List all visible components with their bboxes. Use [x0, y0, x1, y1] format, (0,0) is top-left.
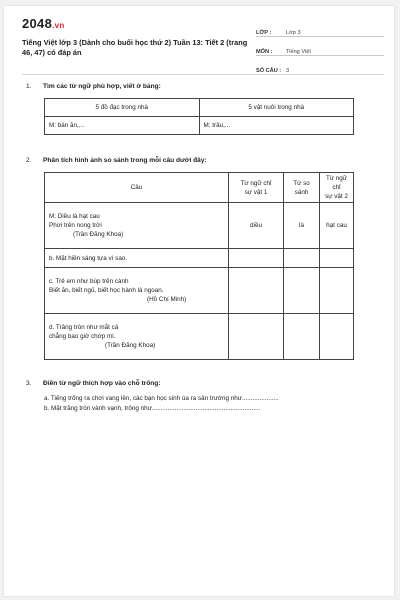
meta-label: LỚP :	[256, 30, 272, 36]
sentence-line: chẳng bao giờ chớp mi.	[49, 333, 116, 340]
meta-row-subject	[256, 39, 384, 56]
answer-cell-vat2[interactable]	[320, 314, 354, 360]
section-number: 3.	[26, 380, 32, 387]
meta-row-count	[256, 58, 384, 75]
section1-table	[44, 98, 354, 135]
table-row	[45, 314, 354, 360]
section2-heading	[26, 157, 207, 164]
answer-cell-vat2[interactable]: hạt cau	[320, 203, 354, 249]
answer-cell-sosanh[interactable]	[284, 249, 320, 268]
col-header-line: sự vật 1	[244, 188, 268, 196]
answer-cell-vat2[interactable]	[320, 268, 354, 314]
section-number: 1.	[26, 83, 32, 90]
col-header-line: Từ so	[293, 179, 310, 187]
document-title: Tiếng Việt lớp 3 (Dành cho buổi học thứ 2) Tuần 13: Tiết 2 (trang 46, 47) có đáp án	[22, 38, 248, 57]
col-header-line: sự vật 2	[325, 193, 348, 200]
section1-heading	[26, 83, 161, 90]
section-heading-text: Điền từ ngữ thích hợp vào chỗ trống:	[43, 380, 161, 387]
sentence-line: M: Diều là hạt cau	[49, 213, 100, 220]
logo-suffix: .vn	[52, 21, 65, 30]
table-header: 5 đồ đạc trong nhà	[45, 99, 200, 117]
meta-label: SỐ CÂU :	[256, 68, 282, 74]
logo-number: 2048	[22, 16, 53, 31]
section-heading-text: Tìm các từ ngữ phù hợp, viết ở bảng:	[43, 83, 161, 90]
table-cell[interactable]: M: trâu,...	[199, 117, 354, 135]
sentence-author: (Trần Đăng Khoa)	[73, 231, 124, 238]
sentence-author: (Hồ Chí Minh)	[147, 296, 187, 303]
col-header-line: Từ ngữ chỉ	[240, 179, 272, 187]
sentence-cell	[45, 268, 229, 314]
sentence-author: (Trần Đăng Khoa)	[105, 342, 156, 349]
sentence-line: b. Mặt hiền sáng tựa vì sao.	[49, 254, 128, 262]
sentence-line: c. Trẻ em như búp trên cành	[49, 278, 129, 285]
meta-value: Lớp 3	[286, 30, 301, 36]
answer-cell-sosanh[interactable]	[284, 268, 320, 314]
fill-blank-line[interactable]: b. Mặt trăng tròn vành vạnh, trông như..............................................................	[44, 405, 261, 412]
sentence-line: Biết ăn, biết ngủ, biết học hành là ngoan.	[49, 287, 164, 294]
meta-label: MÔN :	[256, 49, 273, 55]
site-logo[interactable]	[22, 16, 65, 31]
table-row	[45, 203, 354, 249]
answer-cell-vat2[interactable]	[320, 249, 354, 268]
section-number: 2.	[26, 157, 32, 164]
sentence-cell	[45, 314, 229, 360]
fill-blank-line[interactable]: a. Tiếng trống ra chơi vang lên, các bạn học sinh ùa ra sân trường như.....................	[44, 395, 279, 402]
sentence-cell	[45, 203, 229, 249]
section-heading-text: Phân tích hình ảnh so sánh trong mỗi câu dưới đây:	[43, 157, 207, 164]
table-cell[interactable]: M: bàn ăn,...	[45, 117, 200, 135]
answer-cell-sosanh[interactable]	[284, 314, 320, 360]
meta-value: Tiếng Việt	[286, 49, 311, 55]
col-header-line: sánh	[294, 188, 309, 196]
section2-table	[44, 172, 354, 360]
table-row	[45, 249, 354, 268]
sentence-cell	[45, 249, 229, 268]
table-row	[45, 268, 354, 314]
section3-items	[44, 394, 279, 414]
sentence-line: d. Trăng tròn như mắt cá	[49, 324, 119, 331]
col-header-vat2	[320, 173, 354, 203]
section3-heading	[26, 380, 161, 387]
answer-cell-vat1[interactable]: diều	[229, 203, 284, 249]
worksheet-page	[4, 6, 394, 596]
answer-cell-vat1[interactable]	[229, 268, 284, 314]
col-header-cau: Câu	[45, 173, 229, 203]
header-divider	[22, 74, 384, 75]
col-header-sosanh	[284, 173, 320, 203]
col-header-vat1	[229, 173, 284, 203]
meta-value: 3	[286, 68, 290, 74]
meta-row-class	[256, 20, 384, 37]
answer-cell-sosanh[interactable]: là	[284, 203, 320, 249]
answer-cell-vat1[interactable]	[229, 249, 284, 268]
meta-info	[256, 20, 384, 77]
col-header-line: Từ ngữ chỉ	[325, 175, 348, 191]
table-header: 5 vật nuôi trong nhà	[199, 99, 354, 117]
sentence-line: Phơi trên nong trời	[49, 222, 102, 229]
answer-cell-vat1[interactable]	[229, 314, 284, 360]
